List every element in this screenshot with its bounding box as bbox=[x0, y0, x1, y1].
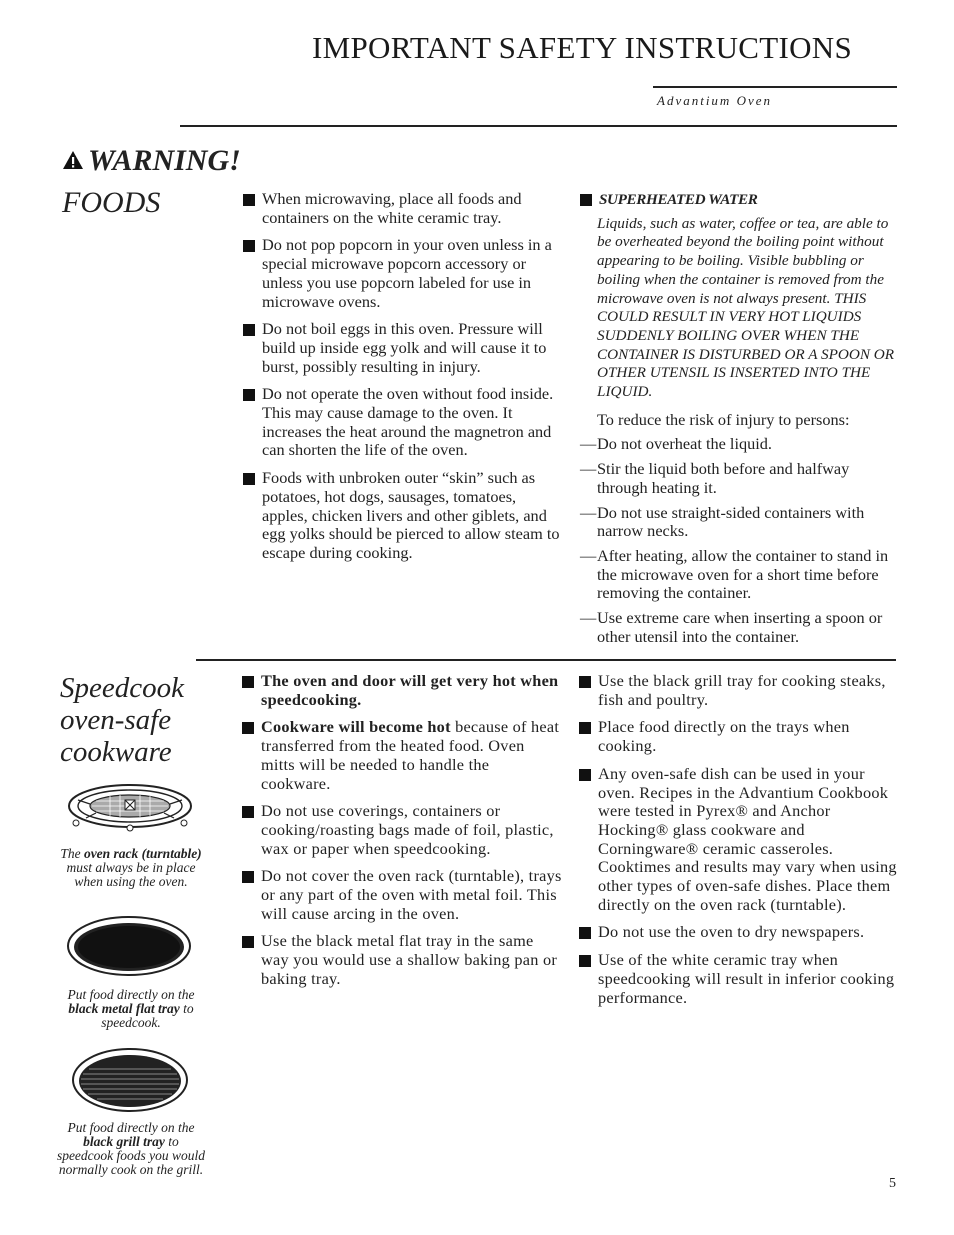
list-item: Any oven-safe dish can be used in your oven. Recipes in the Advantium Cookbook were tested in Pyrex® and Anchor Hocking® glass cookware and Corningware® ceramic casseroles. Cooktimes and results may vary when using other types of oven-safe dishes. Place them directly on the oven rack (turntable). bbox=[579, 765, 897, 915]
bullet-square-icon bbox=[243, 324, 255, 336]
list-item: Use the black grill tray for cooking steaks, fish and poultry. bbox=[579, 672, 897, 709]
list-item: Do not cover the oven rack (turntable), trays or any part of the oven with metal foil. This will cause arcing in the oven. bbox=[242, 867, 562, 923]
bullet-square-icon bbox=[243, 389, 255, 401]
bullet-square-icon bbox=[242, 806, 254, 818]
list-item: Do not pop popcorn in your oven unless in a special microwave popcorn accessory or unless you use popcorn labeled for use in microwave ovens. bbox=[243, 236, 563, 311]
section-divider bbox=[196, 659, 896, 661]
warning-triangle-icon bbox=[62, 150, 84, 170]
grill-tray-caption: Put food directly on the black grill tray to speedcook foods you would normally cook on the grill. bbox=[56, 1120, 206, 1177]
list-item: Use the black metal flat tray in the same way you would use a shallow baking pan or baking tray. bbox=[242, 932, 562, 988]
list-item: Do not use the oven to dry newspapers. bbox=[579, 923, 897, 942]
flat-tray-illustration bbox=[66, 915, 192, 977]
bullet-square-icon bbox=[579, 927, 591, 939]
list-item: Cookware will become hot because of heat transferred from the heated food. Oven mitts will be needed to handle the cookware. bbox=[242, 718, 562, 793]
list-item: — Do not overheat the liquid. bbox=[580, 434, 772, 454]
superheated-heading: SUPERHEATED WATER bbox=[580, 190, 898, 210]
bullet-square-icon bbox=[579, 722, 591, 734]
bullet-square-icon bbox=[242, 676, 254, 688]
list-item: — Do not use straight-sided containers with narrow necks. bbox=[580, 502, 865, 541]
bullet-square-icon bbox=[242, 936, 254, 948]
page-subtitle: Advantium Oven bbox=[657, 93, 773, 108]
bullet-square-icon bbox=[243, 240, 255, 252]
bullet-square-icon bbox=[243, 473, 255, 485]
list-item: Foods with unbroken outer “skin” such as potatoes, hot dogs, sausages, tomatoes, apples, chicken livers and other giblets, and egg yolks should be pierced to allow steam to escape during cooking. bbox=[243, 469, 563, 563]
list-item: Do not use coverings, containers or cooking/roasting bags made of foil, plastic, wax or paper when speedcooking. bbox=[242, 802, 562, 858]
list-item: Do not operate the oven without food inside. This may cause damage to the oven. It increases the heat around the magnetron and can shorten the life of the oven. bbox=[243, 385, 563, 460]
list-item: Use of the white ceramic tray when speedcooking will result in inferior cooking performance. bbox=[579, 951, 897, 1007]
warning-heading bbox=[62, 144, 241, 178]
warning-label: WARNING! bbox=[88, 144, 241, 177]
bullet-square-icon bbox=[242, 871, 254, 883]
superheated-intro: To reduce the risk of injury to persons: bbox=[597, 409, 850, 429]
bullet-square-icon bbox=[580, 194, 592, 206]
page-number: 5 bbox=[889, 1176, 896, 1191]
bullet-square-icon bbox=[579, 676, 591, 688]
superheated-warning-text: Liquids, such as water, coffee or tea, are able to be overheated beyond the boiling point without appearing to be boiling. Visible bubbling or boiling when the container is removed from the microwave oven is not always present. THIS COULD RESULT IN VERY HOT LIQUIDS SUDDENLY BOILING OVER WHEN THE CONTAINER IS DISTURBED OR A SPOON OR OTHER UTENSIL IS INSERTED INTO THE LIQUID. bbox=[597, 214, 894, 401]
bullet-square-icon bbox=[579, 955, 591, 967]
speedcook-right-column bbox=[579, 672, 897, 1016]
grill-tray-illustration bbox=[71, 1047, 189, 1113]
list-item: — After heating, allow the container to stand in the microwave oven for a short time before removing the container. bbox=[580, 545, 889, 603]
bullet-square-icon bbox=[243, 194, 255, 206]
foods-heading: FOODS bbox=[62, 186, 161, 219]
page-title: IMPORTANT SAFETY INSTRUCTIONS bbox=[312, 30, 853, 65]
section-divider bbox=[180, 125, 897, 127]
speedcook-heading: Speedcook oven-safe cookware bbox=[60, 672, 184, 768]
speedcook-middle-column bbox=[242, 672, 562, 998]
list-item: — Use extreme care when inserting a spoon or other utensil into the container. bbox=[580, 608, 883, 646]
list-item: — Stir the liquid both before and halfway through heating it. bbox=[580, 459, 850, 497]
oven-rack-caption: The oven rack (turntable) must always be in place when using the oven. bbox=[60, 846, 202, 889]
bullet-square-icon bbox=[242, 722, 254, 734]
oven-rack-illustration bbox=[66, 782, 194, 832]
list-item: The oven and door will get very hot when speedcooking. bbox=[242, 672, 562, 709]
bullet-square-icon bbox=[579, 769, 591, 781]
foods-left-column bbox=[243, 190, 563, 572]
flat-tray-caption: Put food directly on the black metal flat tray to speedcook. bbox=[67, 987, 195, 1030]
list-item: When microwaving, place all foods and containers on the white ceramic tray. bbox=[243, 190, 563, 227]
list-item: Place food directly on the trays when cooking. bbox=[579, 718, 897, 755]
header-divider bbox=[653, 86, 897, 88]
superheated-water-column bbox=[580, 190, 898, 652]
list-item: Do not boil eggs in this oven. Pressure will build up inside egg yolk and will cause it to burst, possibly resulting in injury. bbox=[243, 320, 563, 376]
